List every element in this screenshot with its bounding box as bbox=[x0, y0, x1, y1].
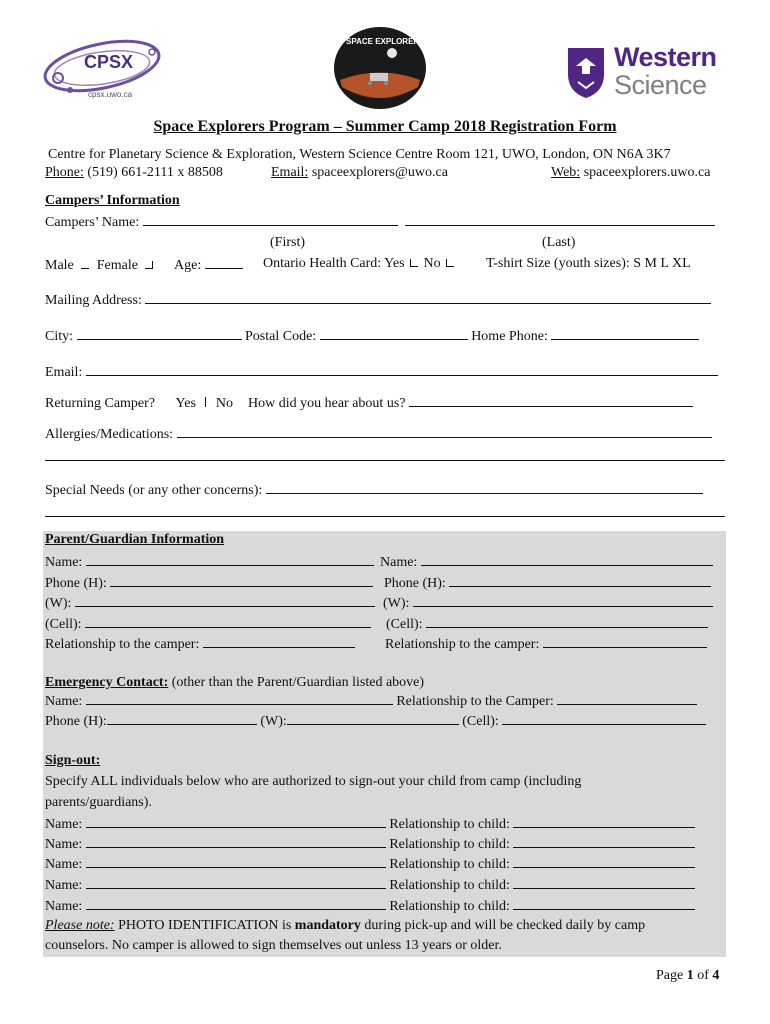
age-row: Age: bbox=[174, 256, 243, 274]
postal-code-field[interactable] bbox=[320, 327, 468, 340]
guardian1-phone-h-row: Phone (H): bbox=[45, 574, 373, 592]
emergency-relationship-field[interactable] bbox=[557, 692, 697, 705]
guardian1-name-row: Name: bbox=[45, 553, 374, 571]
guardian2-cell-row: (Cell): bbox=[386, 615, 708, 633]
guardian1-relationship-row: Relationship to the camper: bbox=[45, 635, 355, 653]
signout-name-field[interactable] bbox=[86, 815, 386, 828]
allergies-line-2[interactable] bbox=[45, 460, 725, 461]
signout-row: Name: Relationship to child: bbox=[45, 876, 695, 894]
guardian2-phone-w-row: (W): bbox=[383, 594, 713, 612]
city-row: City: Postal Code: Home Phone: bbox=[45, 327, 699, 345]
guardian2-name-row: Name: bbox=[380, 553, 713, 571]
guardian1-name-field[interactable] bbox=[86, 553, 374, 566]
age-field[interactable] bbox=[205, 256, 243, 269]
signout-name-field[interactable] bbox=[86, 835, 386, 848]
photo-id-note: Please note: PHOTO IDENTIFICATION is mandatory during pick-up and will be checked daily by camp bbox=[45, 918, 646, 933]
health-card-no-checkbox[interactable] bbox=[446, 259, 454, 267]
signout-relationship-field[interactable] bbox=[513, 855, 695, 868]
emergency-cell-field[interactable] bbox=[502, 712, 706, 725]
female-checkbox[interactable] bbox=[145, 261, 153, 269]
mailing-row: Mailing Address: bbox=[45, 291, 711, 309]
guardian-heading: Parent/Guardian Information bbox=[45, 532, 225, 547]
western-shield-icon bbox=[566, 44, 606, 100]
signout-row: Name: Relationship to child: bbox=[45, 897, 695, 915]
emergency-phone-w-field[interactable] bbox=[287, 712, 459, 725]
signout-instructions-1: Specify ALL individuals below who are authorized to sign-out your child from camp (including bbox=[45, 774, 582, 789]
guardian1-cell-row: (Cell): bbox=[45, 615, 371, 633]
health-card-yes-checkbox[interactable] bbox=[410, 259, 418, 267]
contact-email[interactable]: Email: spaceexplorers@uwo.ca bbox=[271, 165, 448, 180]
camper-last-name-field[interactable] bbox=[405, 213, 715, 226]
western-wordmark: Western bbox=[614, 42, 717, 72]
camper-name-row: Campers’ Name: bbox=[45, 213, 715, 231]
badge-text: SPACE EXPLORERS bbox=[346, 37, 425, 46]
mailing-address-field[interactable] bbox=[145, 291, 711, 304]
campers-heading: Campers’ Information bbox=[45, 193, 180, 208]
signout-heading: Sign-out: bbox=[45, 753, 101, 768]
page-title: Space Explorers Program – Summer Camp 2018 Registration Form bbox=[153, 118, 617, 135]
allergies-row: Allergies/Medications: bbox=[45, 425, 712, 443]
signout-relationship-field[interactable] bbox=[513, 876, 695, 889]
last-caption: (Last) bbox=[542, 235, 576, 250]
signout-row: Name: Relationship to child: bbox=[45, 855, 695, 873]
guardian2-relationship-row: Relationship to the camper: bbox=[385, 635, 707, 653]
signout-relationship-field[interactable] bbox=[513, 835, 695, 848]
western-science-logo bbox=[566, 44, 726, 104]
emergency-heading-row: Emergency Contact: (other than the Parent/Guardian listed above) bbox=[45, 675, 425, 690]
home-phone-field[interactable] bbox=[551, 327, 699, 340]
guardian1-cell-field[interactable] bbox=[85, 615, 371, 628]
guardian2-cell-field[interactable] bbox=[426, 615, 708, 628]
special-needs-line-2[interactable] bbox=[45, 516, 725, 517]
signout-name-field[interactable] bbox=[86, 876, 386, 889]
returning-yes-checkbox[interactable] bbox=[205, 397, 206, 407]
city-field[interactable] bbox=[77, 327, 242, 340]
guardian1-phone-w-row: (W): bbox=[45, 594, 375, 612]
guardian1-phone-h-field[interactable] bbox=[110, 574, 373, 587]
guardian2-phone-h-row: Phone (H): bbox=[384, 574, 711, 592]
photo-id-note-line2: counselors. No camper is allowed to sign themselves out unless 13 years or older. bbox=[45, 938, 502, 953]
contact-phone: Phone: (519) 661-2111 x 88508 bbox=[45, 165, 223, 180]
email-row: Email: bbox=[45, 363, 718, 381]
guardian2-phone-w-field[interactable] bbox=[413, 594, 713, 607]
returning-row: Returning Camper? Yes No How did you hear about us? bbox=[45, 394, 693, 412]
cpsx-logo-text: CPSX bbox=[84, 52, 134, 72]
special-needs-row: Special Needs (or any other concerns): bbox=[45, 481, 703, 499]
allergies-field[interactable] bbox=[177, 425, 712, 438]
tshirt-size[interactable]: T-shirt Size (youth sizes): S M L XL bbox=[486, 256, 691, 271]
guardian1-phone-w-field[interactable] bbox=[75, 594, 375, 607]
signout-relationship-field[interactable] bbox=[513, 897, 695, 910]
emergency-heading: Emergency Contact: bbox=[45, 675, 169, 690]
guardian2-phone-h-field[interactable] bbox=[449, 574, 711, 587]
hear-about-field[interactable] bbox=[409, 394, 693, 407]
emergency-phone-h-field[interactable] bbox=[107, 712, 257, 725]
emergency-phone-row: Phone (H): (W): (Cell): bbox=[45, 712, 706, 730]
signout-relationship-field[interactable] bbox=[513, 815, 695, 828]
signout-name-field[interactable] bbox=[86, 897, 386, 910]
guardian1-relationship-field[interactable] bbox=[203, 635, 355, 648]
cpsx-logo-url: cpsx.uwo.ca bbox=[88, 90, 133, 99]
address-line: Centre for Planetary Science & Exploration, Western Science Centre Room 121, UWO, London, ON N6A 3K7 bbox=[48, 147, 671, 162]
science-wordmark: Science bbox=[614, 70, 707, 100]
contact-web[interactable]: Web: spaceexplorers.uwo.ca bbox=[551, 165, 711, 180]
space-explorers-badge bbox=[332, 25, 428, 111]
cpsx-logo bbox=[40, 30, 170, 105]
guardian2-name-field[interactable] bbox=[421, 553, 713, 566]
first-caption: (First) bbox=[270, 235, 305, 250]
guardian2-relationship-field[interactable] bbox=[543, 635, 707, 648]
signout-name-field[interactable] bbox=[86, 855, 386, 868]
gender-row: Male Female bbox=[45, 256, 155, 274]
emergency-name-field[interactable] bbox=[86, 692, 393, 705]
health-card-row: Ontario Health Card: Yes No bbox=[263, 256, 456, 272]
signout-row: Name: Relationship to child: bbox=[45, 815, 695, 833]
special-needs-field[interactable] bbox=[266, 481, 703, 494]
male-checkbox[interactable] bbox=[81, 256, 89, 269]
signout-row: Name: Relationship to child: bbox=[45, 835, 695, 853]
signout-instructions-2: parents/guardians). bbox=[45, 795, 152, 810]
emergency-name-row: Name: Relationship to the Camper: bbox=[45, 692, 697, 710]
page-number: Page 1 of 4 bbox=[656, 968, 720, 983]
camper-first-name-field[interactable] bbox=[143, 213, 398, 226]
camper-email-field[interactable] bbox=[86, 363, 718, 376]
